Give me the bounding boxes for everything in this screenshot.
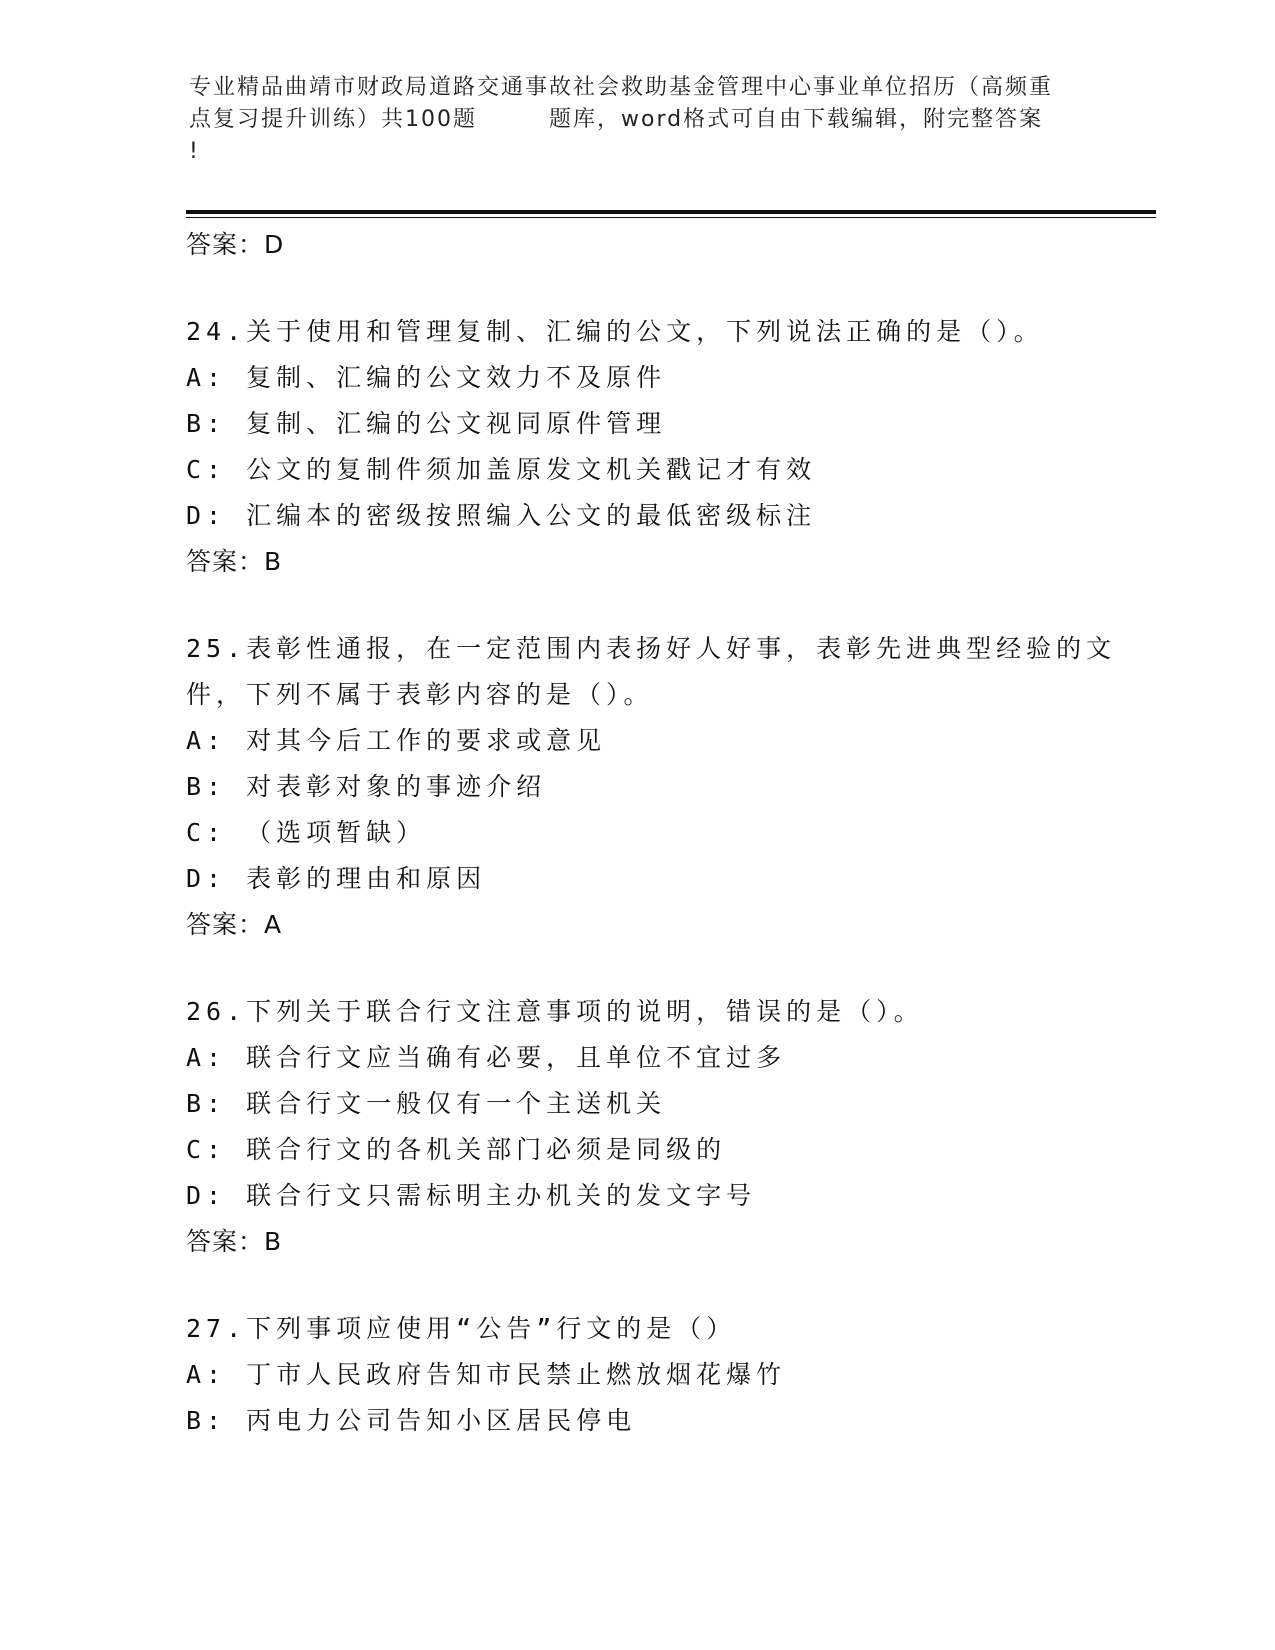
- header-divider-thin: [186, 217, 1156, 218]
- question-stem: 26.下列关于联合行文注意事项的说明，错误的是（）。: [186, 997, 924, 1026]
- question-stem: 27.下列事项应使用“公告”行文的是（）: [186, 1314, 737, 1343]
- question-list: [186, 222, 1146, 1444]
- option-a: A: 联合行文应当确有必要，且单位不宜过多: [186, 1043, 787, 1072]
- option-d: D: 表彰的理由和原因: [186, 864, 487, 893]
- question-stem: 24.关于使用和管理复制、汇编的公文，下列说法正确的是（）。: [186, 317, 1044, 346]
- answer-previous: 答案：D: [186, 230, 285, 259]
- option-c: C: （选项暂缺）: [186, 818, 427, 847]
- option-a: A: 复制、汇编的公文效力不及原件: [186, 363, 667, 392]
- header-title-line-2: 点复习提升训练）共100题 题库，word格式可自由下载编辑，附完整答案: [189, 107, 1044, 132]
- option-b: B: 丙电力公司告知小区居民停电: [186, 1406, 637, 1435]
- question-26: [186, 989, 1146, 1265]
- question-stem: 25.表彰性通报，在一定范围内表扬好人好事，表彰先进典型经验的文: [186, 634, 1117, 663]
- option-d: D: 联合行文只需标明主办机关的发文字号: [186, 1181, 757, 1210]
- option-c: C: 联合行文的各机关部门必须是同级的: [186, 1135, 727, 1164]
- answer: 答案：B: [186, 547, 283, 576]
- header-divider-thick: [186, 210, 1156, 214]
- option-b: B: 对表彰对象的事迹介绍: [186, 772, 547, 801]
- option-a: A: 对其今后工作的要求或意见: [186, 726, 607, 755]
- question-24: [186, 309, 1146, 585]
- question-27: [186, 1306, 1146, 1444]
- header-title-line-1: 专业精品曲靖市财政局道路交通事故社会救助基金管理中心事业单位招历（高频重: [189, 75, 1054, 100]
- option-b: B: 复制、汇编的公文视同原件管理: [186, 409, 667, 438]
- option-a: A: 丁市人民政府告知市民禁止燃放烟花爆竹: [186, 1360, 787, 1389]
- option-b: B: 联合行文一般仅有一个主送机关: [186, 1089, 667, 1118]
- question-25: [186, 626, 1146, 948]
- question-stem-cont: 件，下列不属于表彰内容的是（）。: [186, 680, 654, 709]
- option-c: C: 公文的复制件须加盖原发文机关戳记才有效: [186, 455, 817, 484]
- answer: 答案：B: [186, 1227, 283, 1256]
- header-title-line-3: !: [189, 139, 200, 164]
- page-header: [189, 72, 1089, 168]
- option-d: D: 汇编本的密级按照编入公文的最低密级标注: [186, 501, 817, 530]
- answer: 答案：A: [186, 910, 283, 939]
